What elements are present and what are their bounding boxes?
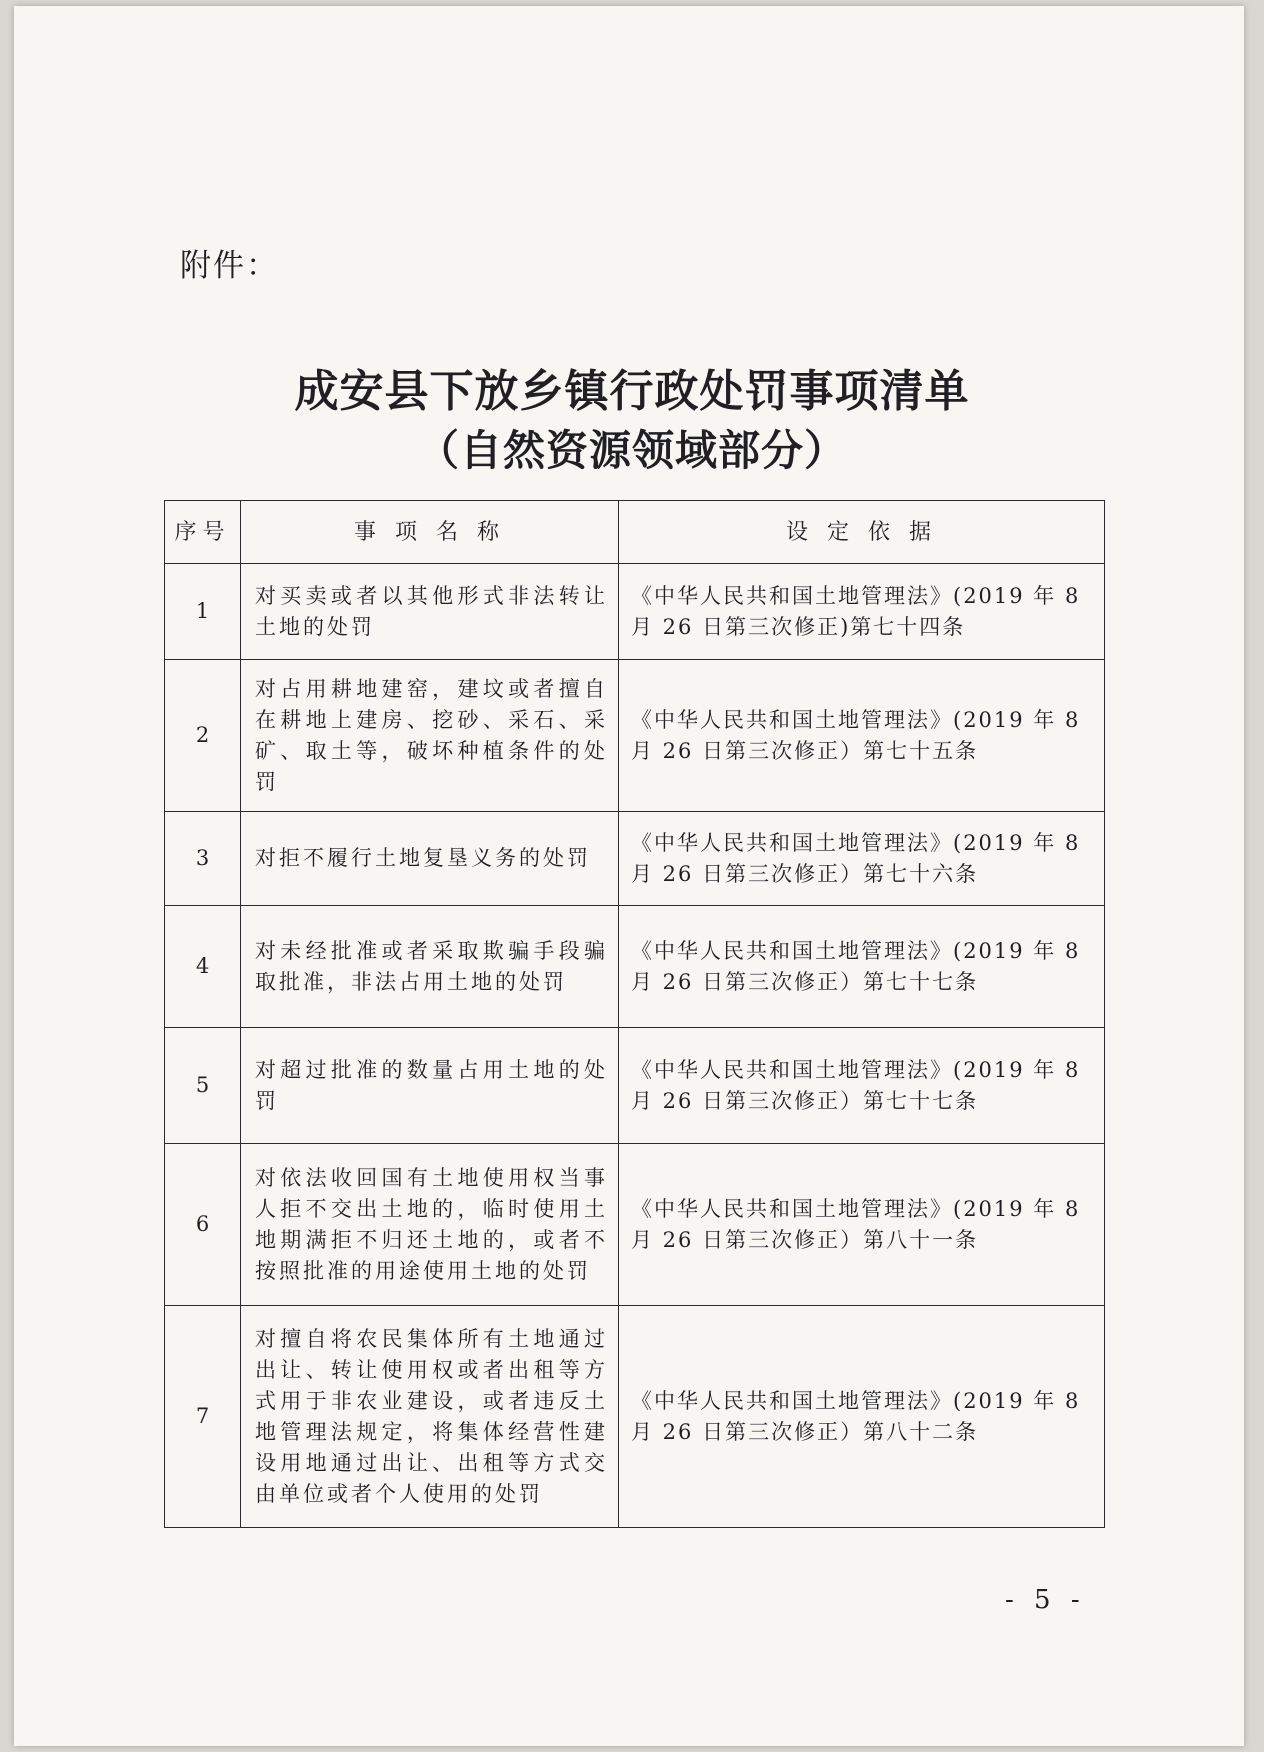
row-legal-basis: 《中华人民共和国土地管理法》(2019 年 8 月 26 日第三次修正）第七十七条	[619, 1028, 1105, 1144]
table-row	[165, 812, 1105, 906]
row-item-name: 对拒不履行土地复垦义务的处罚	[241, 812, 619, 906]
table-row	[165, 1028, 1105, 1144]
row-serial-number: 5	[165, 1028, 241, 1144]
row-item-name: 对未经批准或者采取欺骗手段骗取批准，非法占用土地的处罚	[241, 906, 619, 1028]
row-serial-number: 2	[165, 660, 241, 812]
page-number: - 5 -	[1005, 1585, 1086, 1615]
row-item-name: 对擅自将农民集体所有土地通过出让、转让使用权或者出租等方式用于非农业建设，或者违反土地管理法规定，将集体经营性建设用地通过出让、出租等方式交由单位或者个人使用的处罚	[241, 1306, 619, 1528]
table-row	[165, 906, 1105, 1028]
table-row	[165, 564, 1105, 660]
header-item-name: 事 项 名 称	[241, 501, 619, 564]
document-subtitle: （自然资源领域部分）	[416, 426, 847, 475]
attachment-label: 附件：	[180, 248, 279, 284]
table-row	[165, 660, 1105, 812]
row-legal-basis: 《中华人民共和国土地管理法》(2019 年 8 月 26 日第三次修正）第八十一条	[619, 1144, 1105, 1306]
header-serial-number: 序号	[165, 501, 241, 564]
row-legal-basis: 《中华人民共和国土地管理法》(2019 年 8 月 26 日第三次修正）第七十七条	[619, 906, 1105, 1028]
row-item-name: 对占用耕地建窑，建坟或者擅自在耕地上建房、挖砂、采石、采矿、取土等，破坏种植条件的处罚	[241, 660, 619, 812]
row-serial-number: 3	[165, 812, 241, 906]
row-serial-number: 7	[165, 1306, 241, 1528]
row-legal-basis: 《中华人民共和国土地管理法》(2019 年 8 月 26 日第三次修正）第七十六条	[619, 812, 1105, 906]
row-item-name: 对买卖或者以其他形式非法转让土地的处罚	[241, 564, 619, 660]
row-legal-basis: 《中华人民共和国土地管理法》(2019 年 8 月 26 日第三次修正）第七十五条	[619, 660, 1105, 812]
table-row	[165, 1306, 1105, 1528]
row-serial-number: 6	[165, 1144, 241, 1306]
row-legal-basis: 《中华人民共和国土地管理法》(2019 年 8 月 26 日第三次修正)第七十四条	[619, 564, 1105, 660]
table-header-row	[165, 501, 1105, 564]
row-item-name: 对依法收回国有土地使用权当事人拒不交出土地的，临时使用土地期满拒不归还土地的，或者不按照批准的用途使用土地的处罚	[241, 1144, 619, 1306]
penalty-items-table	[164, 500, 1105, 1528]
row-item-name: 对超过批准的数量占用土地的处罚	[241, 1028, 619, 1144]
document-title: 成安县下放乡镇行政处罚事项清单	[294, 366, 970, 417]
row-legal-basis: 《中华人民共和国土地管理法》(2019 年 8 月 26 日第三次修正）第八十二条	[619, 1306, 1105, 1528]
row-serial-number: 4	[165, 906, 241, 1028]
header-legal-basis: 设 定 依 据	[619, 501, 1105, 564]
table-row	[165, 1144, 1105, 1306]
row-serial-number: 1	[165, 564, 241, 660]
